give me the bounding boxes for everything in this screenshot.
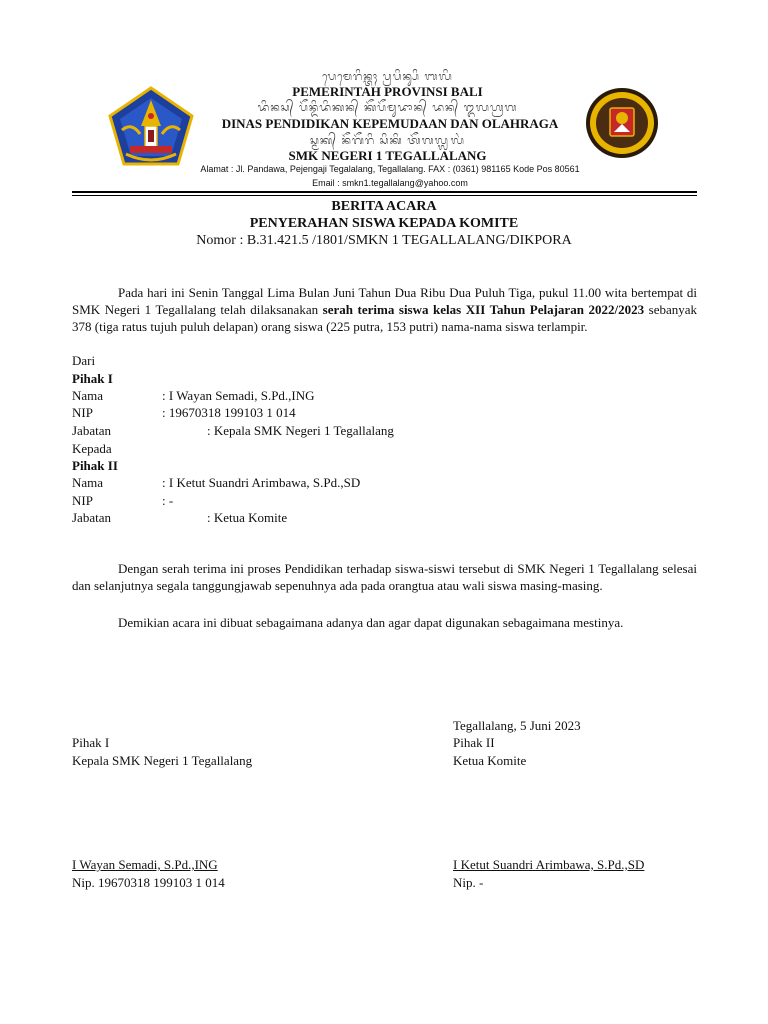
closing-paragraph: Demikian acara ini dibuat sebagaimana adanya dan agar dapat digunakan sebagaimana mestinya.	[118, 615, 624, 630]
signer-left-name: I Wayan Semadi, S.Pd.,ING	[72, 857, 218, 872]
letterhead-divider-thick	[72, 191, 697, 193]
intro-paragraph	[72, 284, 697, 335]
party2-jabatan-value: : Ketua Komite	[207, 510, 288, 525]
script-line-school: ᬲ᭄ᬫᬓ᭄ ᬦᭂᬕᭂᬭᬶ ᬲᬶᬓᬶ ᬢᭂᬕᬮ᭄ᬮᬮᬂ	[310, 134, 465, 147]
party2-heading: Pihak II	[72, 458, 118, 473]
letterhead-divider-thin	[72, 195, 697, 196]
party1-heading: Pihak I	[72, 371, 113, 386]
signer-right-name: I Ketut Suandri Arimbawa, S.Pd.,SD	[453, 857, 645, 872]
party2-jabatan-label: Jabatan	[72, 510, 111, 525]
party2-nama-label: Nama	[72, 475, 104, 490]
party1-jabatan-label: Jabatan	[72, 423, 111, 438]
document-subtitle: PENYERAHAN SISWA KEPADA KOMITE	[249, 216, 519, 231]
script-line-government: ᬧᬾᬫᬾᬭᬶᬦ᭄ᬢᬄ ᬧ᭄ᬭᬧᬶᬦ᭄ᬲᬶ ᬩᬮᬶ	[322, 70, 453, 83]
handover-paragraph: Dengan serah terima ini proses Pendidikan terhadap siswa-siswi tersebut di SMK Negeri 1 Tegallalang selesai dan selanjutnya segala tanggungjawab sepenuhnya ada pada orangtua atau wali siswa masing-masing.	[72, 561, 697, 593]
intro-text-bold: serah terima siswa kelas XII Tahun Pelajaran 2022/2023	[322, 302, 645, 317]
party1-nama-label: Nama	[72, 388, 104, 403]
department-name: DINAS PENDIDIKAN KEPEMUDAAN DAN OLAHRAGA	[221, 116, 559, 131]
signer-left-role: Kepala SMK Negeri 1 Tegallalang	[72, 753, 253, 768]
intro-text-end: sebanyak 378 (tiga ratus tujuh puluh delapan) orang siswa (225 putra, 153 putri) nama-nama siswa terlampir.	[72, 302, 698, 334]
place-date: Tegallalang, 5 Juni 2023	[453, 718, 581, 733]
school-emblem-icon	[584, 86, 660, 160]
signer-right-nip: Nip. -	[453, 875, 484, 890]
document-number: Nomor : B.31.421.5 /1801/SMKN 1 TEGALLALANG/DIKPORA	[196, 233, 572, 248]
signer-left-party: Pihak I	[72, 735, 110, 750]
document-title: BERITA ACARA	[331, 199, 437, 214]
party1-nama-value: : I Wayan Semadi, S.Pd.,ING	[162, 388, 315, 403]
from-label: Dari	[72, 353, 96, 368]
intro-text-start: Pada hari ini Senin Tanggal Lima Bulan Juni Tahun Dua Ribu Dua Puluh Tiga, pukul 11.00 wita bertempat di SMK Negeri 1 Tegallalang telah dilaksanakan	[72, 285, 697, 317]
party2-nip-value: : -	[162, 493, 174, 508]
script-line-department: ᬤᬶᬦᬲ᭄ ᬧᭂᬦ᭄ᬤᬶᬤᬶᬓᬦ᭄ ᬓᭂᬧᭂᬫᬸᬤᬵᬦ᭄ ᬤᬦ᭄ ᬑᬮᬳ᭄ᬭᬕ	[257, 101, 518, 114]
party2-nip-label: NIP	[72, 493, 93, 508]
to-label: Kepada	[72, 441, 112, 456]
party1-jabatan-value: : Kepala SMK Negeri 1 Tegallalang	[207, 423, 394, 438]
government-name: PEMERINTAH PROVINSI BALI	[292, 84, 483, 99]
signer-right-party: Pihak II	[453, 735, 495, 750]
school-address: Alamat : Jl. Pandawa, Pejengaji Tegalalang, Tegallalang. FAX : (0361) 981165 Kode Pos 80561	[200, 164, 580, 174]
signer-right-role: Ketua Komite	[453, 753, 527, 768]
party1-nip-label: NIP	[72, 405, 93, 420]
school-email: Email : smkn1.tegallalang@yahoo.com	[312, 178, 468, 188]
bali-province-emblem-icon	[108, 86, 194, 166]
party1-nip-value: : 19670318 199103 1 014	[162, 405, 296, 420]
school-name: SMK NEGERI 1 TEGALLALANG	[288, 148, 487, 163]
party2-nama-value: : I Ketut Suandri Arimbawa, S.Pd.,SD	[162, 475, 361, 490]
signer-left-nip: Nip. 19670318 199103 1 014	[72, 875, 225, 890]
